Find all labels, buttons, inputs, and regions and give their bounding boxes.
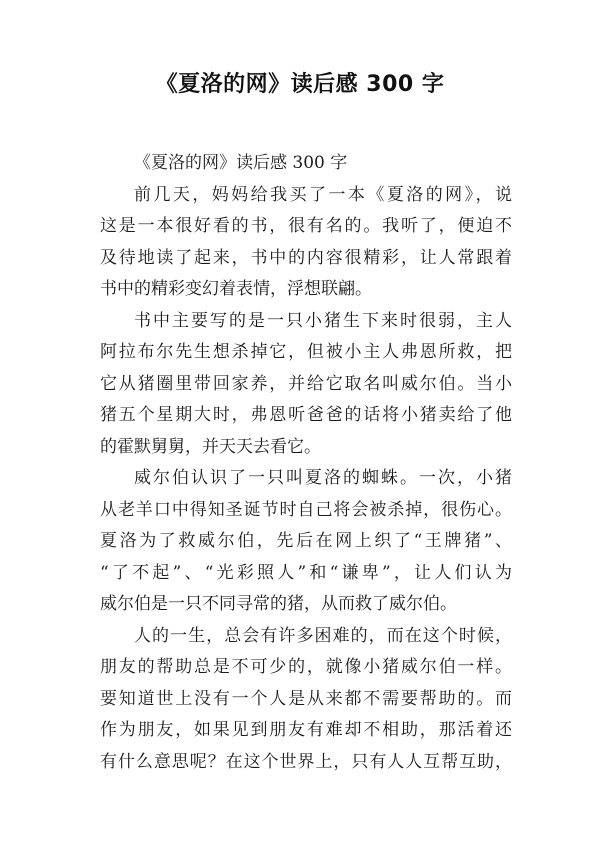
- paragraph-1-line-3: 及待地读了起来，书中的内容很精彩，让人常跟着: [100, 247, 512, 268]
- paragraph-4-line-3: 要知道世上没有一个人是从来都不需要帮助的。而: [100, 688, 512, 709]
- paragraph-3-line-4: “了不起”、“光彩照人”和“谦卑”，让人们认为: [100, 562, 512, 583]
- paragraph-4-line-4: 作为朋友，如果见到朋友有难却不相助，那活着还: [100, 720, 512, 740]
- paragraph-1-line-1: 前几天，妈妈给我买了一本《夏洛的网》，说: [134, 184, 512, 205]
- document-title: 《夏洛的网》读后感 300 字: [155, 72, 445, 97]
- paragraph-3-line-2: 从老羊口中得知圣诞节时自己将会被杀掉，很伤心。: [100, 499, 512, 520]
- paragraph-2-line-2: 阿拉布尔先生想杀掉它，但被小主人弗恩所救，把: [100, 342, 512, 362]
- paragraph-2-line-5: 的霍默舅舅，并天天去看它。: [100, 436, 321, 457]
- paragraph-3-line-1: 威尔伯认识了一只叫夏洛的蜘蛛。一次，小猪: [134, 468, 512, 488]
- paragraph-4-line-5: 有什么意思呢？在这个世界上，只有人人互帮互助，: [100, 751, 512, 772]
- paragraph-1-line-4: 书中的精彩变幻着表情，浮想联翩。: [100, 279, 372, 299]
- paragraph-1-line-2: 这是一本很好看的书，很有名的。我听了，便迫不: [100, 216, 512, 236]
- paragraph-4-line-2: 朋友的帮助总是不可少的，就像小猪威尔伯一样。: [100, 657, 512, 677]
- paragraph-2-line-1: 书中主要写的是一只小猪生下来时很弱，主人: [134, 310, 512, 331]
- paragraph-3-line-3: 夏洛为了救威尔伯，先后在网上织了“王牌猪”、: [100, 531, 512, 551]
- body-subtitle: 《夏洛的网》读后感 300 字: [134, 153, 348, 173]
- paragraph-2-line-4: 猪五个星期大时，弗恩听爸爸的话将小猪卖给了他: [100, 405, 512, 425]
- paragraph-4-line-1: 人的一生，总会有许多困难的，而在这个时候，: [134, 625, 512, 646]
- paragraph-2-line-3: 它从猪圈里带回家养，并给它取名叫威尔伯。当小: [100, 373, 512, 394]
- document-body: [100, 148, 512, 778]
- paragraph-3-line-5: 威尔伯是一只不同寻常的猪，从而救了威尔伯。: [100, 594, 457, 614]
